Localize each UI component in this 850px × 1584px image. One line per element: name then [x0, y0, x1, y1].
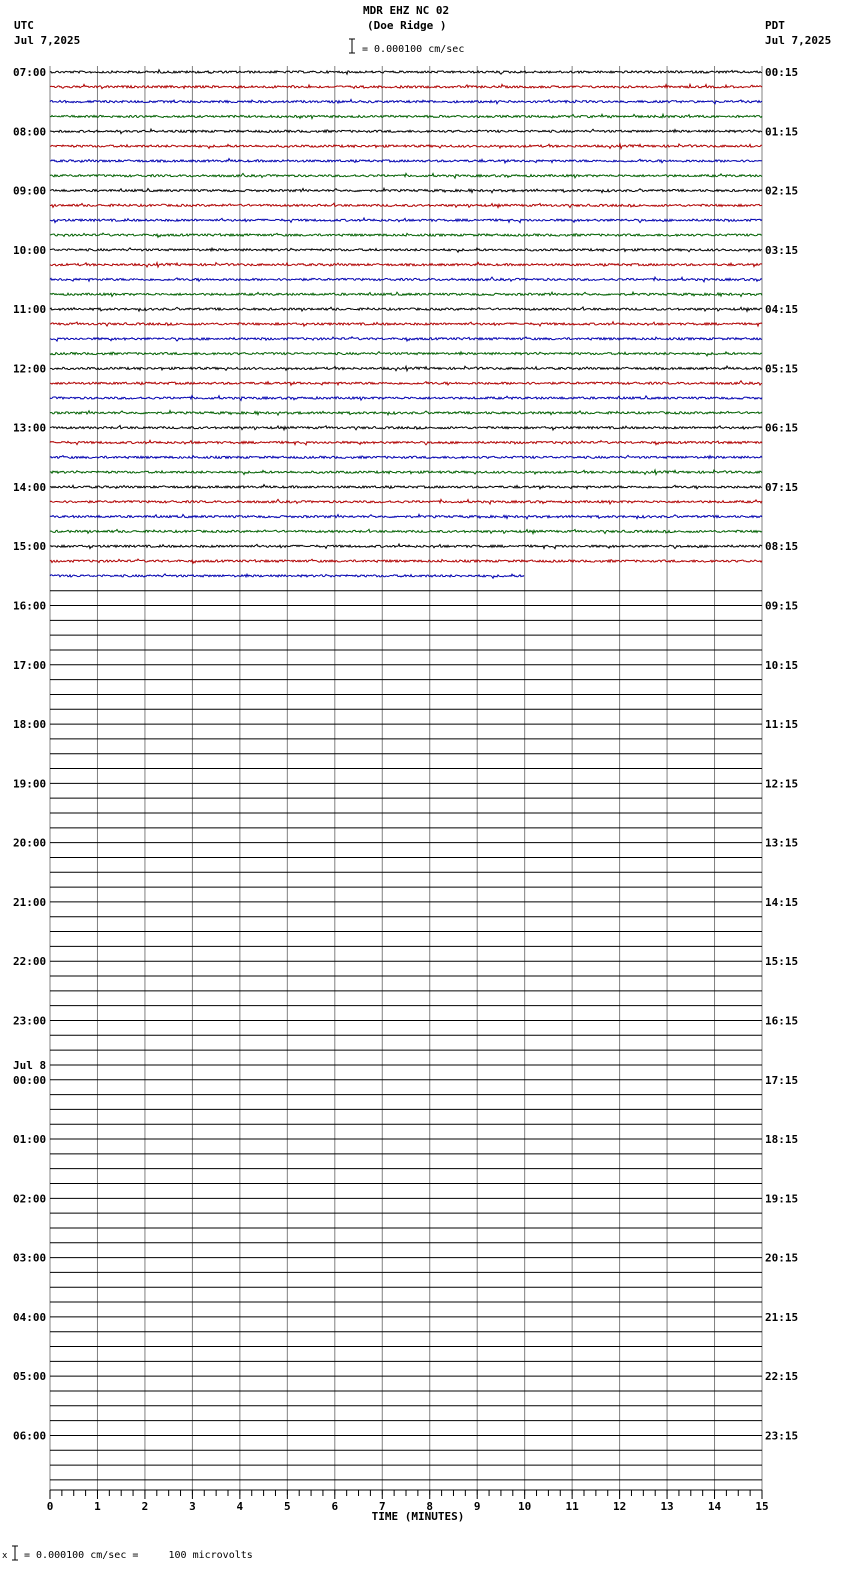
right-hour-label: 05:15	[765, 362, 799, 376]
right-hour-label: 00:15	[765, 66, 799, 79]
right-hour-label: 13:15	[765, 836, 799, 850]
left-hour-label: 08:00	[13, 125, 47, 139]
right-hour-label: 17:15	[765, 1073, 799, 1087]
seismic-trace	[50, 248, 762, 252]
left-hour-label: 18:00	[13, 718, 47, 732]
right-hour-label: 23:15	[765, 1429, 799, 1443]
x-tick-label: 7	[378, 1500, 386, 1513]
date-change-label: Jul 8	[13, 1058, 47, 1072]
right-hour-label: 22:15	[765, 1370, 799, 1384]
x-tick-label: 4	[236, 1500, 244, 1513]
seismic-trace	[50, 262, 762, 267]
left-hour-label: 07:00	[13, 66, 47, 79]
x-tick-label: 6	[331, 1500, 339, 1513]
x-tick-label: 11	[565, 1500, 579, 1513]
right-timezone: PDT	[765, 19, 785, 32]
x-tick-label: 13	[660, 1500, 674, 1513]
seismic-trace	[50, 159, 762, 163]
footer-scale-note: = 0.000100 cm/sec = 100 microvolts	[24, 1550, 253, 1561]
seismic-trace	[50, 426, 762, 431]
right-hour-label: 03:15	[765, 243, 799, 257]
seismic-trace	[50, 381, 762, 385]
seismic-trace	[50, 129, 762, 134]
seismic-trace	[50, 411, 762, 416]
x-tick-label: 2	[141, 1500, 149, 1513]
left-hour-label: 19:00	[13, 777, 47, 791]
right-hour-label: 12:15	[765, 777, 799, 791]
right-hour-label: 14:15	[765, 895, 799, 909]
seismic-trace	[50, 100, 762, 104]
right-hour-label: 01:15	[765, 125, 799, 139]
seismic-trace	[50, 366, 762, 371]
seismic-trace	[50, 322, 762, 327]
left-hour-label: 23:00	[13, 1014, 47, 1028]
scale-text: = 0.000100 cm/sec	[362, 44, 465, 55]
x-tick-label: 3	[189, 1500, 196, 1513]
axis-labels	[13, 66, 798, 1523]
seismic-trace	[50, 218, 762, 223]
left-hour-label: 16:00	[13, 599, 47, 613]
x-tick-label: 1	[94, 1500, 101, 1513]
seismic-trace	[50, 440, 762, 445]
seismic-trace	[50, 84, 762, 88]
left-hour-label: 11:00	[13, 303, 47, 317]
right-hour-label: 06:15	[765, 421, 799, 435]
right-hour-label: 09:15	[765, 599, 799, 613]
right-hour-label: 18:15	[765, 1133, 799, 1147]
right-hour-label: 11:15	[765, 718, 799, 732]
footer-mark: x	[2, 1551, 8, 1561]
left-hour-label: 13:00	[13, 421, 47, 435]
seismic-trace	[50, 233, 762, 237]
seismic-trace	[50, 337, 762, 341]
seismic-trace	[50, 188, 762, 193]
right-hour-label: 20:15	[765, 1251, 799, 1265]
x-tick-label: 14	[707, 1500, 722, 1513]
right-hour-label: 07:15	[765, 480, 799, 494]
x-tick-label: 0	[46, 1500, 54, 1513]
seismic-trace	[50, 307, 762, 311]
seismic-trace	[50, 277, 762, 282]
seismic-trace	[50, 352, 762, 356]
left-hour-label: 17:00	[13, 658, 47, 672]
seismic-trace	[50, 485, 762, 489]
right-hour-label: 10:15	[765, 658, 799, 672]
left-hour-label: 00:00	[13, 1073, 47, 1087]
left-date: Jul 7,2025	[14, 34, 81, 47]
seismic-trace	[50, 514, 762, 518]
x-tick-label: 5	[284, 1500, 291, 1513]
left-hour-label: 06:00	[13, 1429, 47, 1443]
left-hour-label: 12:00	[13, 362, 47, 376]
x-tick-label: 10	[518, 1500, 532, 1513]
right-date: Jul 7,2025	[765, 34, 832, 47]
grid-lines	[50, 66, 762, 1495]
right-hour-label: 15:15	[765, 955, 799, 969]
seismic-trace	[50, 455, 762, 458]
seismic-trace	[50, 70, 762, 74]
left-hour-label: 09:00	[13, 184, 47, 198]
left-hour-label: 20:00	[13, 836, 47, 850]
left-hour-label: 04:00	[13, 1310, 47, 1324]
left-hour-label: 02:00	[13, 1192, 47, 1206]
footer-scale-icon	[11, 1545, 19, 1561]
x-tick-label: 15	[755, 1500, 769, 1513]
left-hour-label: 05:00	[13, 1370, 47, 1384]
seismic-trace	[50, 559, 762, 563]
seismic-trace	[50, 470, 762, 475]
seismic-trace	[50, 529, 762, 533]
right-hour-label: 04:15	[765, 303, 799, 317]
station-title: MDR EHZ NC 02	[363, 4, 450, 17]
right-hour-label: 08:15	[765, 540, 799, 554]
right-hour-label: 02:15	[765, 184, 799, 198]
left-hour-label: 22:00	[13, 955, 47, 969]
seismic-trace	[50, 203, 762, 207]
seismic-trace	[50, 114, 762, 118]
left-hour-label: 01:00	[13, 1133, 47, 1147]
left-timezone: UTC	[14, 19, 34, 32]
x-tick-label: 9	[473, 1500, 481, 1513]
x-axis-title: TIME (MINUTES)	[371, 1510, 465, 1523]
x-tick-label: 8	[426, 1500, 434, 1513]
x-tick-label: 12	[612, 1500, 627, 1513]
right-hour-label: 19:15	[765, 1192, 799, 1206]
left-hour-label: 03:00	[13, 1251, 47, 1265]
left-hour-label: 21:00	[13, 895, 47, 909]
trace-lines	[50, 70, 762, 1480]
seismic-trace	[50, 499, 762, 504]
seismic-trace	[50, 544, 762, 549]
seismic-trace	[50, 173, 762, 178]
left-hour-label: 10:00	[13, 243, 47, 257]
seismic-trace	[50, 292, 762, 296]
station-subtitle: (Doe Ridge )	[367, 19, 447, 32]
seismic-trace	[50, 144, 762, 149]
right-hour-label: 21:15	[765, 1310, 799, 1324]
left-hour-label: 15:00	[13, 540, 47, 554]
seismic-trace	[50, 396, 762, 401]
right-hour-label: 16:15	[765, 1014, 799, 1028]
left-hour-label: 14:00	[13, 480, 47, 494]
